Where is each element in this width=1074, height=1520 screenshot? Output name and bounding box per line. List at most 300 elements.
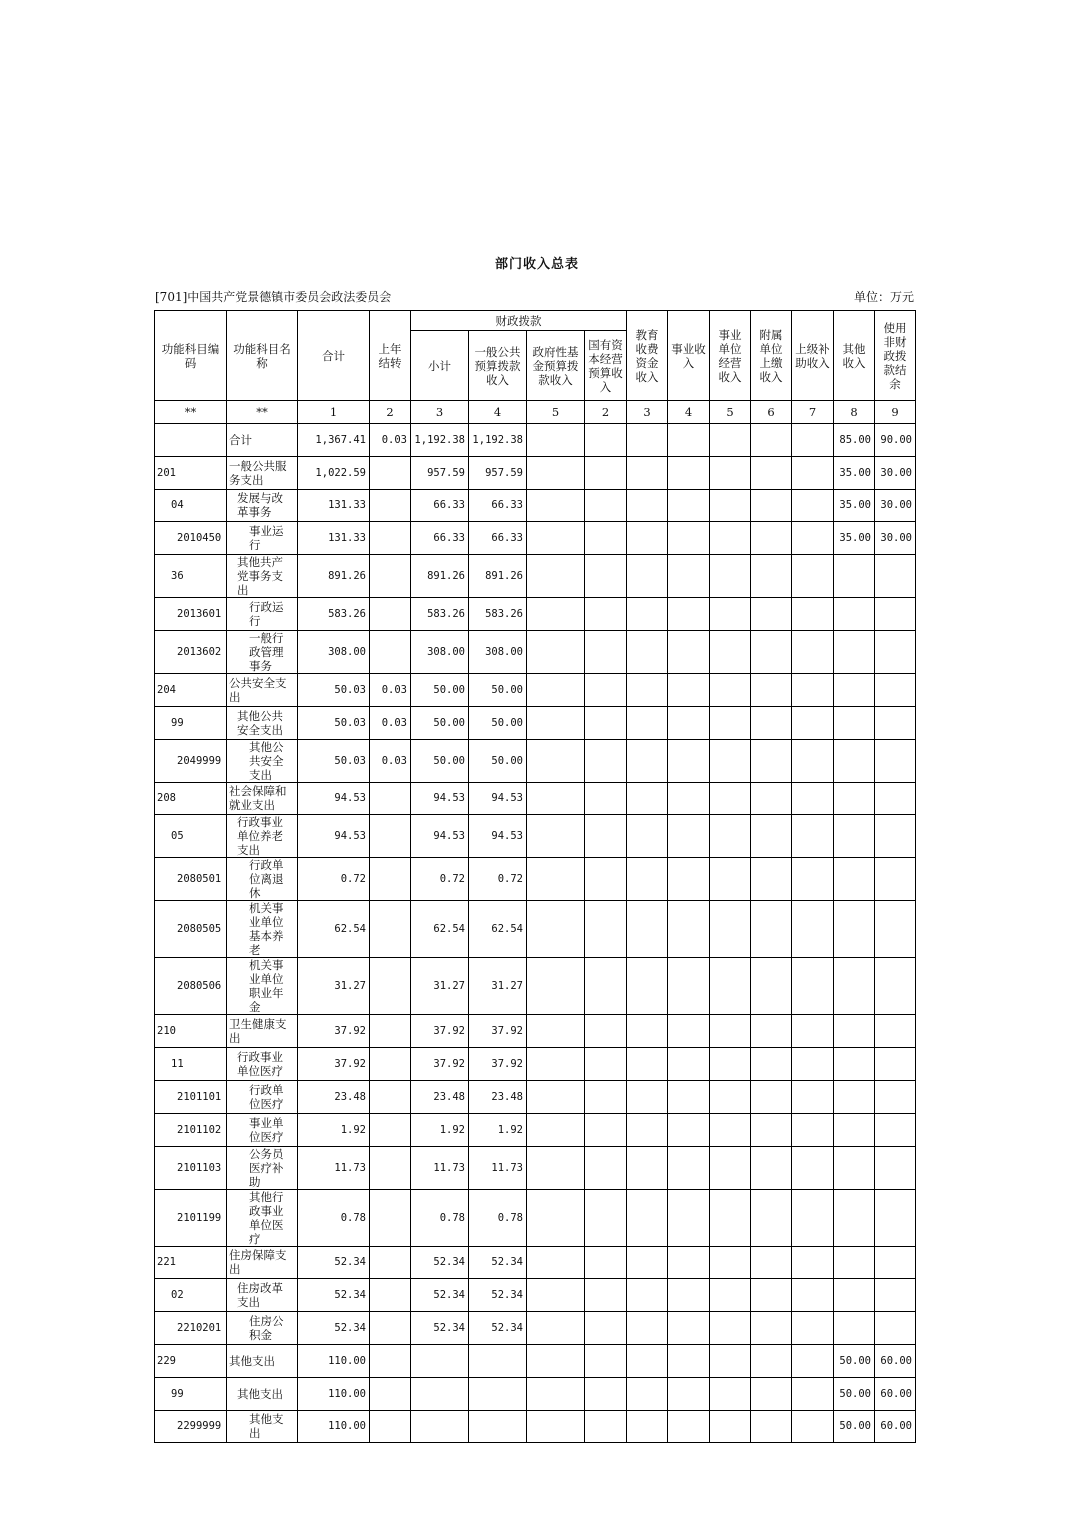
row-value xyxy=(668,782,710,815)
row-value xyxy=(834,630,875,673)
row-value xyxy=(834,598,875,631)
index-row xyxy=(155,401,916,424)
row-value xyxy=(668,555,710,598)
row-name: 其他共产党事务支出 xyxy=(227,555,298,598)
row-value xyxy=(527,522,585,555)
row-name: 住房保障支出 xyxy=(227,1246,298,1279)
row-value xyxy=(370,598,411,631)
row-value xyxy=(834,1048,875,1081)
row-code: 2101199 xyxy=(155,1189,227,1246)
row-value xyxy=(751,1344,792,1377)
row-value xyxy=(627,1246,668,1279)
row-name: 公共安全支出 xyxy=(227,673,298,706)
header-code: 功能科目编码 xyxy=(155,311,227,401)
row-value xyxy=(527,1312,585,1345)
row-value: 0.78 xyxy=(298,1189,370,1246)
row-value xyxy=(585,489,627,522)
row-value xyxy=(527,630,585,673)
index-cell: 2 xyxy=(585,401,627,424)
row-value: 66.33 xyxy=(469,489,527,522)
row-value xyxy=(585,815,627,858)
index-cell: 3 xyxy=(627,401,668,424)
row-code: 2299999 xyxy=(155,1410,227,1443)
row-code: 11 xyxy=(155,1048,227,1081)
row-value: 131.33 xyxy=(298,522,370,555)
row-value: 1.92 xyxy=(298,1113,370,1146)
row-value xyxy=(370,456,411,489)
row-value: 1,192.38 xyxy=(469,424,527,457)
row-value xyxy=(751,673,792,706)
row-value: 52.34 xyxy=(298,1279,370,1312)
row-value xyxy=(792,1279,834,1312)
table-row xyxy=(155,522,916,555)
row-value: 52.34 xyxy=(411,1279,469,1312)
row-value xyxy=(585,958,627,1015)
row-value xyxy=(751,1246,792,1279)
row-value xyxy=(370,555,411,598)
row-code xyxy=(155,424,227,457)
row-value xyxy=(751,901,792,958)
row-value xyxy=(627,1146,668,1189)
row-value xyxy=(792,739,834,782)
row-value xyxy=(585,1048,627,1081)
row-value xyxy=(668,424,710,457)
row-code: 2101103 xyxy=(155,1146,227,1189)
row-value: 308.00 xyxy=(469,630,527,673)
row-value xyxy=(710,1113,751,1146)
row-value: 50.03 xyxy=(298,706,370,739)
row-value xyxy=(710,1080,751,1113)
row-name: 发展与改革事务 xyxy=(227,489,298,522)
row-value xyxy=(668,456,710,489)
row-value xyxy=(585,901,627,958)
row-value xyxy=(668,1080,710,1113)
row-value: 11.73 xyxy=(469,1146,527,1189)
row-value xyxy=(875,901,916,958)
row-value xyxy=(527,456,585,489)
row-value xyxy=(585,1113,627,1146)
row-value xyxy=(585,555,627,598)
row-value xyxy=(668,1410,710,1443)
row-value xyxy=(527,858,585,901)
header-general-budget: 一般公共预算拨款收入 xyxy=(469,331,527,401)
row-value xyxy=(710,1410,751,1443)
row-value xyxy=(792,1246,834,1279)
row-value xyxy=(875,630,916,673)
index-cell: 4 xyxy=(668,401,710,424)
row-value: 30.00 xyxy=(875,522,916,555)
row-value: 131.33 xyxy=(298,489,370,522)
row-code: 2010450 xyxy=(155,522,227,555)
row-value xyxy=(834,858,875,901)
row-value: 957.59 xyxy=(469,456,527,489)
row-code: 02 xyxy=(155,1279,227,1312)
row-value xyxy=(710,424,751,457)
row-value xyxy=(527,598,585,631)
row-value xyxy=(834,815,875,858)
row-name: 公务员医疗补助 xyxy=(227,1146,298,1189)
row-value xyxy=(792,630,834,673)
row-value xyxy=(585,1279,627,1312)
index-cell: ** xyxy=(155,401,227,424)
row-value xyxy=(792,782,834,815)
row-value xyxy=(370,815,411,858)
row-value xyxy=(527,1377,585,1410)
index-cell: 7 xyxy=(792,401,834,424)
row-name: 其他公共安全支出 xyxy=(227,706,298,739)
row-value xyxy=(710,706,751,739)
department-label: [701]中国共产党景德镇市委员会政法委员会 xyxy=(155,290,392,304)
row-code: 2080501 xyxy=(155,858,227,901)
row-value: 50.00 xyxy=(411,673,469,706)
row-value xyxy=(627,782,668,815)
row-code: 2101102 xyxy=(155,1113,227,1146)
row-value xyxy=(875,1246,916,1279)
row-name: 行政事业单位养老支出 xyxy=(227,815,298,858)
row-code: 2210201 xyxy=(155,1312,227,1345)
row-value xyxy=(668,739,710,782)
row-value xyxy=(792,1080,834,1113)
row-value xyxy=(668,522,710,555)
row-value xyxy=(668,815,710,858)
row-value xyxy=(751,1015,792,1048)
row-value xyxy=(751,1048,792,1081)
table-row xyxy=(155,630,916,673)
index-cell: 8 xyxy=(834,401,875,424)
row-value: 110.00 xyxy=(298,1377,370,1410)
row-value xyxy=(370,782,411,815)
row-value xyxy=(527,1015,585,1048)
row-value xyxy=(751,858,792,901)
row-value: 1,192.38 xyxy=(411,424,469,457)
table-row xyxy=(155,1410,916,1443)
row-code: 36 xyxy=(155,555,227,598)
row-value xyxy=(668,1312,710,1345)
row-value xyxy=(751,1279,792,1312)
row-value xyxy=(668,1015,710,1048)
row-value xyxy=(585,1015,627,1048)
row-code: 210 xyxy=(155,1015,227,1048)
table-row xyxy=(155,1312,916,1345)
row-value xyxy=(875,1080,916,1113)
row-value xyxy=(834,782,875,815)
row-value xyxy=(585,1189,627,1246)
header-affiliated: 附属单位上缴收入 xyxy=(751,311,792,401)
row-value xyxy=(875,598,916,631)
row-value: 94.53 xyxy=(298,815,370,858)
table-row xyxy=(155,1048,916,1081)
row-value: 62.54 xyxy=(411,901,469,958)
row-value: 110.00 xyxy=(298,1344,370,1377)
row-name: 行政运行 xyxy=(227,598,298,631)
row-value xyxy=(834,555,875,598)
row-value: 0.72 xyxy=(411,858,469,901)
header-gov-fund: 政府性基金预算拨款收入 xyxy=(527,331,585,401)
row-value: 94.53 xyxy=(411,782,469,815)
row-value xyxy=(751,1410,792,1443)
row-value xyxy=(627,739,668,782)
row-value: 0.03 xyxy=(370,739,411,782)
row-value: 891.26 xyxy=(298,555,370,598)
row-value xyxy=(792,1048,834,1081)
row-value xyxy=(751,1113,792,1146)
row-value xyxy=(370,630,411,673)
row-value xyxy=(792,1410,834,1443)
row-value xyxy=(469,1410,527,1443)
row-value xyxy=(792,958,834,1015)
row-value xyxy=(792,1189,834,1246)
row-value: 31.27 xyxy=(469,958,527,1015)
row-value: 23.48 xyxy=(411,1080,469,1113)
row-value: 11.73 xyxy=(411,1146,469,1189)
row-value xyxy=(751,598,792,631)
header-state-capital: 国有资本经营预算收入 xyxy=(585,331,627,401)
row-value xyxy=(834,1113,875,1146)
row-value: 37.92 xyxy=(469,1048,527,1081)
row-value xyxy=(585,1344,627,1377)
row-value xyxy=(875,1015,916,1048)
header-business: 事业收入 xyxy=(668,311,710,401)
row-value xyxy=(627,522,668,555)
row-value xyxy=(585,522,627,555)
row-value xyxy=(875,1048,916,1081)
row-value: 66.33 xyxy=(411,522,469,555)
row-value xyxy=(834,1246,875,1279)
row-value xyxy=(370,1048,411,1081)
row-value xyxy=(627,1080,668,1113)
row-code: 2049999 xyxy=(155,739,227,782)
table-row xyxy=(155,958,916,1015)
row-value xyxy=(627,1113,668,1146)
row-value xyxy=(370,1146,411,1189)
row-value xyxy=(668,1279,710,1312)
index-cell: 5 xyxy=(527,401,585,424)
row-value xyxy=(751,1080,792,1113)
table-row xyxy=(155,739,916,782)
row-value xyxy=(710,456,751,489)
index-cell: 4 xyxy=(469,401,527,424)
index-cell: 1 xyxy=(298,401,370,424)
row-name: 住房改革支出 xyxy=(227,1279,298,1312)
row-value xyxy=(527,1246,585,1279)
row-value xyxy=(668,1146,710,1189)
row-value xyxy=(585,1377,627,1410)
row-value: 31.27 xyxy=(411,958,469,1015)
row-value xyxy=(710,1015,751,1048)
row-name: 一般公共服务支出 xyxy=(227,456,298,489)
row-value: 50.00 xyxy=(469,673,527,706)
row-value: 11.73 xyxy=(298,1146,370,1189)
row-value xyxy=(751,522,792,555)
row-value xyxy=(370,1015,411,1048)
row-name: 行政单位医疗 xyxy=(227,1080,298,1113)
row-value xyxy=(875,1189,916,1246)
row-value xyxy=(627,958,668,1015)
row-value: 23.48 xyxy=(298,1080,370,1113)
row-value xyxy=(875,673,916,706)
index-cell: 9 xyxy=(875,401,916,424)
row-value xyxy=(875,739,916,782)
table-row xyxy=(155,1080,916,1113)
row-value xyxy=(527,958,585,1015)
row-value: 583.26 xyxy=(469,598,527,631)
row-value: 308.00 xyxy=(411,630,469,673)
row-name: 一般行政管理事务 xyxy=(227,630,298,673)
row-value xyxy=(370,1246,411,1279)
row-code: 208 xyxy=(155,782,227,815)
row-value xyxy=(751,630,792,673)
row-value xyxy=(527,901,585,958)
row-value xyxy=(627,815,668,858)
row-value xyxy=(627,598,668,631)
row-value xyxy=(792,815,834,858)
row-value: 31.27 xyxy=(298,958,370,1015)
row-value xyxy=(875,958,916,1015)
row-value: 50.00 xyxy=(834,1344,875,1377)
table-row xyxy=(155,858,916,901)
header-carryover: 上年结转 xyxy=(370,311,411,401)
row-value xyxy=(668,598,710,631)
row-code: 04 xyxy=(155,489,227,522)
row-value xyxy=(710,815,751,858)
row-value xyxy=(710,1189,751,1246)
row-value: 37.92 xyxy=(469,1015,527,1048)
table-row xyxy=(155,598,916,631)
row-value: 60.00 xyxy=(875,1410,916,1443)
table-row xyxy=(155,456,916,489)
row-value xyxy=(751,706,792,739)
table-row xyxy=(155,901,916,958)
row-value xyxy=(875,706,916,739)
row-value: 1,367.41 xyxy=(298,424,370,457)
row-value: 0.03 xyxy=(370,673,411,706)
row-value xyxy=(710,1312,751,1345)
row-value xyxy=(751,555,792,598)
row-value: 52.34 xyxy=(469,1246,527,1279)
row-value xyxy=(585,598,627,631)
row-value xyxy=(585,424,627,457)
row-value xyxy=(668,858,710,901)
row-value xyxy=(585,456,627,489)
row-value: 52.34 xyxy=(469,1312,527,1345)
row-value xyxy=(668,958,710,1015)
row-value: 35.00 xyxy=(834,489,875,522)
row-value: 35.00 xyxy=(834,456,875,489)
index-cell: 3 xyxy=(411,401,469,424)
row-value xyxy=(875,782,916,815)
row-value xyxy=(710,1246,751,1279)
row-value xyxy=(834,673,875,706)
row-value xyxy=(792,424,834,457)
row-value xyxy=(370,1080,411,1113)
table-row xyxy=(155,555,916,598)
row-value xyxy=(834,1146,875,1189)
row-value xyxy=(527,1344,585,1377)
table-row xyxy=(155,1279,916,1312)
row-value: 0.03 xyxy=(370,706,411,739)
row-value xyxy=(751,958,792,1015)
row-code: 221 xyxy=(155,1246,227,1279)
row-value xyxy=(527,673,585,706)
row-value xyxy=(527,782,585,815)
index-cell: 5 xyxy=(710,401,751,424)
row-value xyxy=(668,489,710,522)
index-cell: ** xyxy=(227,401,298,424)
table-row xyxy=(155,1146,916,1189)
row-value xyxy=(411,1344,469,1377)
table-row xyxy=(155,1113,916,1146)
row-value: 90.00 xyxy=(875,424,916,457)
row-value xyxy=(527,1189,585,1246)
row-name: 合计 xyxy=(227,424,298,457)
table-row xyxy=(155,1246,916,1279)
table-row xyxy=(155,424,916,457)
row-value xyxy=(627,630,668,673)
row-value xyxy=(792,456,834,489)
row-value: 94.53 xyxy=(298,782,370,815)
row-value xyxy=(710,522,751,555)
row-value: 1.92 xyxy=(469,1113,527,1146)
row-value xyxy=(627,1189,668,1246)
row-value xyxy=(792,598,834,631)
row-value xyxy=(710,1146,751,1189)
row-value xyxy=(627,424,668,457)
row-value xyxy=(875,1312,916,1345)
row-value xyxy=(751,1377,792,1410)
row-value xyxy=(527,739,585,782)
row-name: 行政事业单位医疗 xyxy=(227,1048,298,1081)
row-value xyxy=(627,673,668,706)
row-value xyxy=(370,1113,411,1146)
row-value xyxy=(834,1189,875,1246)
row-name: 其他支出 xyxy=(227,1344,298,1377)
row-value xyxy=(527,1146,585,1189)
row-name: 住房公积金 xyxy=(227,1312,298,1345)
row-value xyxy=(668,1189,710,1246)
row-value xyxy=(710,739,751,782)
row-name: 其他行政事业单位医疗 xyxy=(227,1189,298,1246)
row-value xyxy=(710,673,751,706)
header-fiscal-group: 财政拨款 xyxy=(411,311,627,331)
index-cell: 6 xyxy=(751,401,792,424)
row-value xyxy=(668,1246,710,1279)
row-value: 52.34 xyxy=(469,1279,527,1312)
row-value xyxy=(527,1048,585,1081)
row-value xyxy=(710,901,751,958)
row-code: 2080506 xyxy=(155,958,227,1015)
row-code: 2101101 xyxy=(155,1080,227,1113)
row-code: 99 xyxy=(155,706,227,739)
row-value: 52.34 xyxy=(411,1312,469,1345)
row-value xyxy=(668,901,710,958)
row-code: 05 xyxy=(155,815,227,858)
row-value xyxy=(751,739,792,782)
row-value xyxy=(668,673,710,706)
row-value: 583.26 xyxy=(298,598,370,631)
row-code: 201 xyxy=(155,456,227,489)
row-value xyxy=(834,901,875,958)
row-value xyxy=(627,858,668,901)
row-value xyxy=(710,489,751,522)
row-value: 0.03 xyxy=(370,424,411,457)
row-value xyxy=(585,782,627,815)
row-value xyxy=(875,555,916,598)
row-name: 其他支出 xyxy=(227,1410,298,1443)
row-value: 37.92 xyxy=(298,1015,370,1048)
row-value xyxy=(627,489,668,522)
header-edu-fee: 教育收费资金收入 xyxy=(627,311,668,401)
row-value xyxy=(710,630,751,673)
